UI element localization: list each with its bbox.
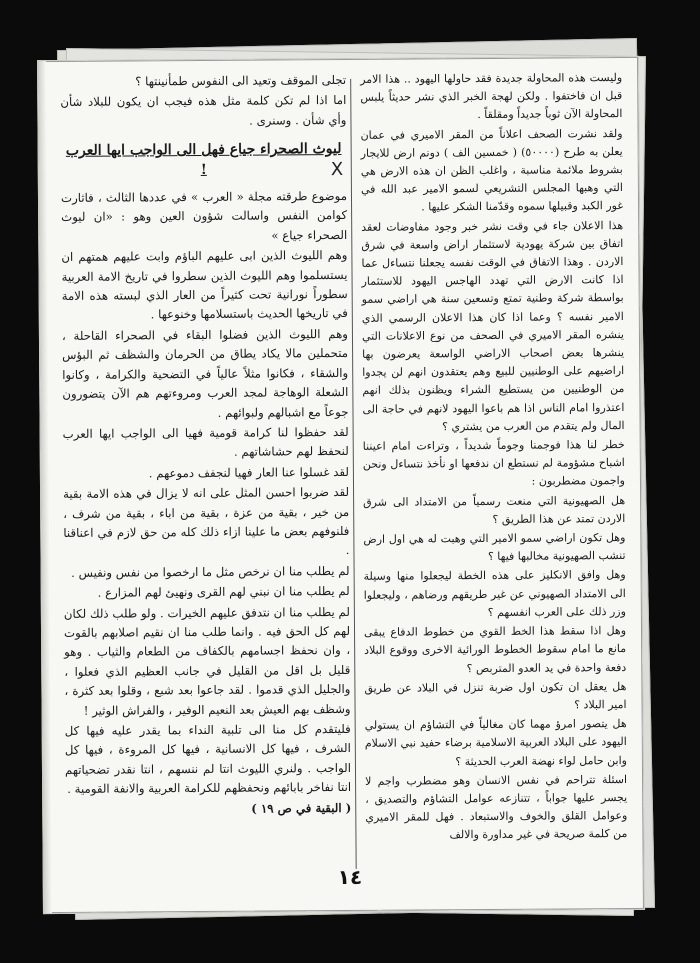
paragraph: لم يطلب منا ان نبني لهم القرى ونهيئ لهم المزارع .	[97, 584, 350, 600]
paragraph: اما اذا لم تكن كلمة مثل هذه فيجب ان يكون للبلاد شأن وأي شأن . وسنرى .	[60, 93, 347, 128]
column-divider	[350, 79, 357, 869]
paragraph: اسئلة تتراحم في نفس الانسان وهو مضطرب واجم لا يجسر عليها جواباً ، تتنازعه عوامل التشاؤم والتصديق ، وعوامل القلق والخوف والاستبعاد . فهل للمقر الاميري من كلمة صريحة في غير مداورة والالف	[365, 772, 628, 842]
margin-mark: X	[330, 158, 344, 181]
article-title: ليوث الصحراء جياع فهل الى الواجب ايها العرب !	[65, 141, 342, 178]
right-column	[360, 69, 627, 846]
paragraph: لقد حفظوا لنا كرامة قومية فهيا الى الواجب ايها العرب لنحفظ لهم حشاشاتهم .	[62, 424, 349, 460]
paragraph: تجلى الموقف وتعيد الى النفوس طمأنينتها ؟	[135, 72, 347, 89]
paragraph: وهم الليوث الذين ابى عليهم الباؤم وابت عليهم همتهم ان يستسلموا وهم الليوث الذين سطروا في تاريخ الامة العربية سطوراً نورانية تحت كثيراً من العار الذي لبسته هذه الامة في تاريخها الحديث باستسلامها وخنوعها .	[61, 248, 348, 322]
paragraph: وهم الليوث الذين فضلوا البقاء في الصحراء القاحلة ، متحملين مالا يكاد يطاق من الحرمان والشظف ثم البؤس والشقاء ، فكانوا مثلاً عالياً في التضحية والكرامة ، وكانوا الشعلة الوهاجة لمجد العرب ومروءتهم هم الآن يتضورون جوعاً مع اشبالهم ولبوائهم .	[61, 326, 349, 420]
document-page	[37, 56, 645, 914]
paragraph: هل الصهيونية التي منعت رسمياً من الامتداد الى شرق الاردن تمتد عن هذا الطريق ؟	[363, 493, 626, 526]
paragraph: لقد غسلوا عنا العار فهيا لنجفف دموعهم .	[148, 464, 349, 481]
paragraph: موضوع طرقته مجلة « العرب » في عددها الثالث ، فاثارت كوامن النفس واسالت شؤون العين وهو : «ان ليوث الصحراء جياع »	[60, 188, 348, 243]
paragraph: ولقد نشرت الصحف اعلاناً من المقر الاميري في عمان يعلن به طرح (٥٠٠٠٠) ( خمسين الف ) دونم ارض للايجار بشروط ملائمة مناسبة ، واغلب الظن ان هذه الارض هي التي وهبها المجلس التشريعي لسمو الامير عبد الله في غور الكبد وقبيلها سموه وقدّمنا الشكر عليها .	[360, 126, 624, 214]
page-number: ١٤	[337, 864, 363, 890]
paragraph: لم يطلب منا ان نرخص مثل ما ارخصوا من نفس ونفيس .	[71, 563, 350, 580]
paragraph: لم يطلب منا ان نتدفق عليهم الخيرات . ولو طلب ذلك لكان لهم كل الحق فيه . وانما طلب منا ان نقيم اصلابهم بالقوت ، وان نحفظ اجسامهم بالكفاف من الطعام والثياب . وهو قليل بل اقل من القليل في جانب العظيم الذي فعلوا ، والجليل الذي قدموا . لقد جاعوا بعد شبع ، وقلوا بعد كثرة ، وشظف بهم العيش بعد النعيم الوفير ، والفراش الوثير !	[63, 604, 351, 718]
paragraph: خطر لنا هذا فوجمنا وجوماً شديداً ، وتراءت امام اعيننا اشباح مشؤومة لم نستطع ان ندفعها او نأخذ نتساءل ونحن واجمون مضطربون :	[362, 438, 626, 489]
paragraph: وهل تكون اراضي سمو الامير التي وهبت له هي اول ارض تنشب الصهيونية مخالبها فيها ؟	[363, 531, 626, 564]
paragraph: وهل اذا سقط هذا الخط القوي من خطوط الدفاع يبقى مانع ما امام سقوط الخطوط الورائية الاخرى ووقوع البلاد دفعة واحدة في يد العدو المتربص ؟	[363, 624, 627, 675]
paragraph: وهل وافق الانكليز على هذه الخطة ليجعلوا منها وسيلة الى الامتداد الصهيوني عن غير طريقهم ورضاهم ، وليجعلوا وزر ذلك على العرب انفسهم ؟	[363, 568, 626, 619]
paragraph: لقد ضربوا احسن المثل على انه لا يزال في هذه الامة بقية من خير ، بقية من عزة ، بقية من اباء ، بقية من شرف ، فلنوفهم بعض ما علينا ازاء ذلك كله من حق لازم في اعناقنا .	[63, 485, 350, 558]
paragraph: هل يتصور امرؤ مهما كان مغالياً في التشاؤم ان يستولي اليهود على البلاد العربية الاسلامية برضاء حفيد نبي الاسلام وابن حامل لواء نهضة العرب الحديثة ؟	[364, 717, 627, 768]
left-column	[60, 71, 351, 821]
paragraph: فليتقدم كل منا الى تلبية النداء بما يقدر عليه فيها كل الشرف ، فيها كل الانسانية ، فيها كل المروءة ، فيها كل الواجب . ولنري الليوث انتا لم ننسهم ، انتا نقدر تضحياتهم انتا نفاخر بابائهم ونحفظهم للكرامة العربية والانفة القومية .	[64, 721, 352, 797]
paragraph: وليست هذه المحاولة جديدة فقد حاولها اليهود .. هذا الامر قبل ان فاختفوا . ولكن لهجة الخبر الذي نشر حديثاً يلبس المحاولة الآن ثوباً جديداً ومقلقاً .	[360, 71, 623, 122]
paragraph: هذا الاعلان جاء في وقت نشر خبر وجود مفاوضات لعقد اتفاق بين شركة يهودية لاستثمار اراض واسعة في شرق الاردن . وهذا الاتفاق في الوقت نفسه يجعلنا نتساءل عما اذا كانت الارض التي تهدد الهاجس اليهود للاستثمار بواسطة شركة وطنية تمتع وتسعين سنة هي اراضي سمو الامير نفسه ؟ وعما اذا كان هذا الاعلان الرسمي الذي ينشره المقر الاميري في الصحف من نوع الاعلانات التي ينشرها بعض اصحاب الاراضي الواسعة يعرضون بها اراضيهم على الوطنيين للبيع وهم يعتقدون انهم لن يجدوا من الوطنيين من يستطيع الشراء ويظنون بذلك انهم اعتذروا امام الناس اذا هم باعوا اليهود لانهم في حاجة الى المال ولم يتقدم من العرب من يشتري ؟	[361, 218, 625, 434]
page-edge	[38, 61, 52, 913]
paragraph: هل يعقل ان تكون اول ضربة تنزل في البلاد عن طريق امير البلاد ؟	[364, 679, 627, 712]
continued-note: ( البقية في ص ١٩ )	[251, 800, 352, 816]
